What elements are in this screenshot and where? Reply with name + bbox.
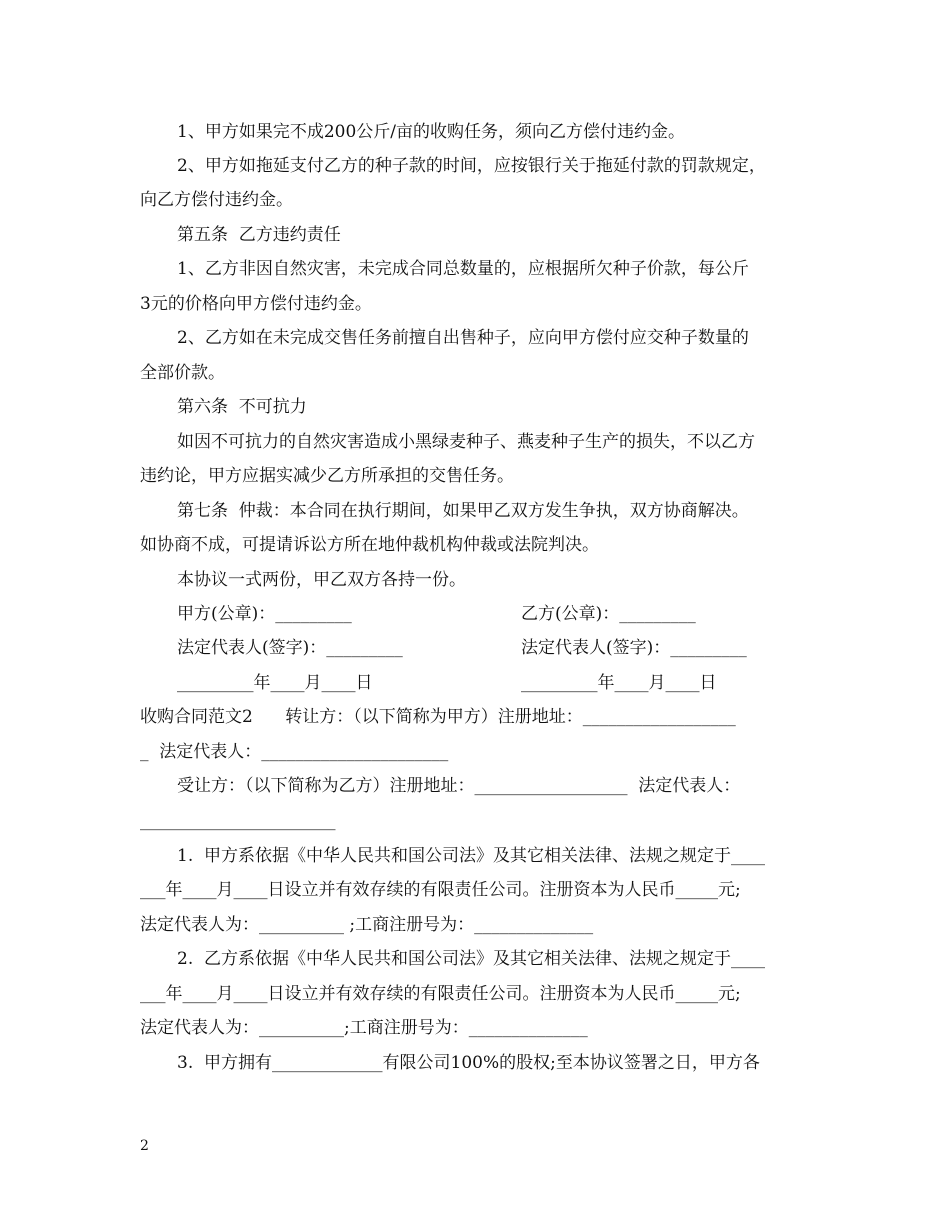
- representative-party-b: 法定代表人(签字)：_________: [521, 638, 747, 658]
- clause-line: 向乙方偿付违约金。: [140, 190, 293, 210]
- section-title-line: 收购合同范文2 转让方：（以下简称为甲方）注册地址：__________________: [140, 707, 736, 727]
- clause-line: 受让方：（以下简称为乙方）注册地址：__________________ 法定代表人：: [177, 776, 741, 796]
- article-heading: 第五条 乙方违约责任: [177, 225, 341, 245]
- signature-party-b: 乙方(公章)：_________: [521, 604, 696, 624]
- page-number: 2: [140, 1138, 149, 1154]
- clause-line: 2、乙方如在未完成交售任务前擅自出售种子，应向甲方偿付应交种子数量的: [177, 328, 749, 348]
- clause-line: 1、乙方非因自然灾害，未完成合同总数量的，应根据所欠种子价款，每公斤: [177, 259, 749, 279]
- clause-line: ___年____月____日设立并有效存续的有限责任公司。注册资本为人民币_____元;: [140, 880, 741, 900]
- clause-line: _______________________: [140, 811, 336, 831]
- clause-line: ___年____月____日设立并有效存续的有限责任公司。注册资本为人民币_____元;: [140, 984, 741, 1004]
- representative-party-a: 法定代表人(签字)：_________: [177, 638, 403, 658]
- clause-line: 本协议一式两份，甲乙双方各持一份。: [177, 570, 466, 590]
- clause-line: 1. 甲方系依据《中华人民共和国公司法》及其它相关法律、法规之规定于____: [177, 846, 766, 866]
- clause-line: 1、甲方如果完不成200公斤/亩的收购任务，须向乙方偿付违约金。: [177, 122, 685, 142]
- date-party-b: _________年____月____日: [521, 673, 717, 693]
- clause-line: 2、甲方如拖延支付乙方的种子款的时间，应按银行关于拖延付款的罚款规定，: [177, 156, 766, 176]
- article-heading: 第七条 仲裁：本合同在执行期间，如果甲乙双方发生争执，双方协商解决。: [177, 501, 749, 521]
- clause-line: 违约论，甲方应据实减少乙方所承担的交售任务。: [140, 466, 514, 486]
- clause-line: 如协商不成，可提请诉讼方所在地仲裁机构仲裁或法院判决。: [140, 535, 599, 555]
- clause-line: 3元的价格向甲方偿付违约金。: [140, 294, 372, 314]
- clause-line: 如因不可抗力的自然灾害造成小黑绿麦种子、燕麦种子生产的损失，不以乙方: [177, 432, 755, 452]
- signature-party-a: 甲方(公章)：_________: [177, 604, 352, 624]
- date-party-a: _________年____月____日: [177, 673, 373, 693]
- clause-line: 法定代表人为：__________;工商注册号为：______________: [140, 1018, 588, 1038]
- clause-line: 2. 乙方系依据《中华人民共和国公司法》及其它相关法律、法规之规定于____: [177, 949, 766, 969]
- clause-line: _ 法定代表人：______________________: [140, 742, 449, 762]
- clause-line: 法定代表人为：__________ ;工商注册号为：______________: [140, 915, 594, 935]
- clause-line: 全部价款。: [140, 363, 225, 383]
- clause-line: 3. 甲方拥有_____________有限公司100%的股权;至本协议签署之日，甲方各: [177, 1053, 760, 1073]
- article-heading: 第六条 不可抗力: [177, 397, 307, 417]
